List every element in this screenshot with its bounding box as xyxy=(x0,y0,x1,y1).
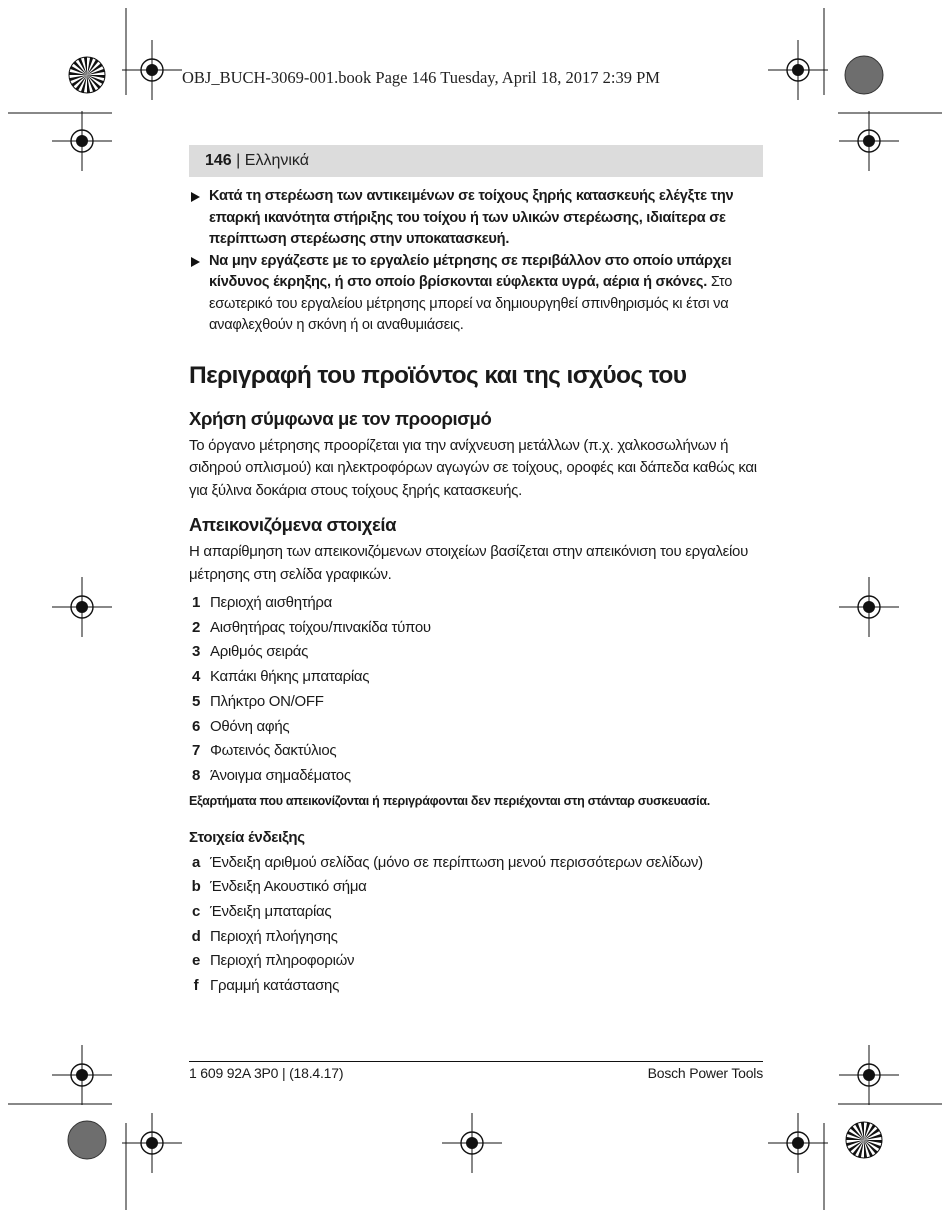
registration-target-icon xyxy=(122,1113,182,1173)
gray-target-icon xyxy=(845,56,883,94)
item-key: a xyxy=(191,853,201,871)
item-label: Οθόνη αφής xyxy=(210,717,290,735)
footer-brand: Bosch Power Tools xyxy=(647,1065,763,1081)
display-heading: Στοιχεία ένδειξης xyxy=(189,828,305,846)
warning-bold-text: Να μην εργάζεστε με το εργαλείο μέτρησης σε περιβάλλον στο οποίο υπάρχει κίνδυνος έκρηξης, ή στο οποίο βρίσκονται εύφλεκτα υγρά, αέρια ή σκόνες. xyxy=(209,252,732,290)
item-label: Αριθμός σειράς xyxy=(210,643,309,661)
item-label: Γραμμή κατάστασης xyxy=(210,977,340,995)
item-key: e xyxy=(191,952,201,970)
registration-target-icon xyxy=(52,111,112,171)
section-title: Περιγραφή του προϊόντος και της ισχύος του xyxy=(189,361,687,389)
header-separator: | xyxy=(236,152,241,169)
intended-use-heading: Χρήση σύμφωνα με τον προορισμό xyxy=(189,407,492,429)
item-key: 7 xyxy=(191,742,201,760)
registration-target-icon xyxy=(442,1113,502,1173)
bullet-triangle-icon xyxy=(191,257,200,267)
registration-target-icon xyxy=(768,1113,828,1173)
item-label: Φωτεινός δακτύλιος xyxy=(210,742,337,760)
item-key: d xyxy=(191,927,201,945)
item-label: Ένδειξη μπαταρίας xyxy=(210,903,332,921)
intended-use-text: Το όργανο μέτρησης προορίζεται για την ανίχνευση μετάλλων (π.χ. χαλκοσωλήνων ή σιδηρού οπλισμού) και ηλεκτροφόρων αγωγών σε τοίχους, οροφές και δάπεδα καθώς και για ξύλινα δοκάρια στους τοίχους ξηρής κατασκευής. xyxy=(189,436,757,499)
item-label: Καπάκι θήκης μπαταρίας xyxy=(210,668,370,686)
list-item xyxy=(189,900,763,925)
item-label: Περιοχή πληροφοριών xyxy=(210,952,355,970)
list-item xyxy=(189,875,763,900)
display-list xyxy=(189,851,763,999)
gray-target-icon xyxy=(68,1121,106,1159)
item-label: Περιοχή πλοήγησης xyxy=(210,927,338,945)
list-item xyxy=(189,715,763,740)
item-label: Ένδειξη Ακουστικό σήμα xyxy=(210,878,367,896)
footer-rule xyxy=(189,1061,763,1062)
list-item xyxy=(189,925,763,950)
footer-doc-number: 1 609 92A 3P0 | (18.4.17) xyxy=(189,1065,344,1081)
list-item xyxy=(189,974,763,999)
header-language: Ελληνικά xyxy=(244,152,309,169)
list-item xyxy=(189,616,763,641)
registration-target-icon xyxy=(839,1045,899,1105)
print-slug-line: OBJ_BUCH-3069-001.book Page 146 Tuesday, April 18, 2017 2:39 PM xyxy=(182,68,660,87)
warning-item xyxy=(189,251,763,337)
registration-target-icon xyxy=(52,577,112,637)
list-item xyxy=(189,851,763,876)
item-key: c xyxy=(191,903,201,921)
page-number: 146 xyxy=(205,152,232,169)
components-intro: Η απαρίθμηση των απεικονιζόμενων στοιχείων βασίζεται στην απεικόνιση του εργαλείου μέτρησης στη σελίδα γραφικών. xyxy=(189,543,748,583)
warning-text: Στο εσωτερικό του εργαλείου μέτρησης μπορεί να δημιουργηθεί σπινθηρισμός κι έτσι να αναφλεχθούν η σκόνη ή οι αναθυμιάσεις. xyxy=(209,274,733,333)
list-item xyxy=(189,591,763,616)
bullet-triangle-icon xyxy=(191,192,200,202)
item-key: 8 xyxy=(191,766,201,784)
item-key: b xyxy=(191,878,201,896)
components-heading: Απεικονιζόμενα στοιχεία xyxy=(189,514,397,535)
list-item xyxy=(189,665,763,690)
list-item xyxy=(189,640,763,665)
item-label: Άνοιγμα σημαδέματος xyxy=(210,766,351,784)
starburst-target-icon xyxy=(69,57,105,93)
list-item xyxy=(189,739,763,764)
warning-item xyxy=(189,186,763,251)
item-key: 6 xyxy=(191,717,201,735)
registration-target-icon xyxy=(839,111,899,171)
list-item xyxy=(189,690,763,715)
item-label: Αισθητήρας τοίχου/πινακίδα τύπου xyxy=(210,618,431,636)
item-key: 3 xyxy=(191,643,201,661)
page-header xyxy=(189,145,763,177)
registration-target-icon xyxy=(768,40,828,100)
item-key: 1 xyxy=(191,594,201,611)
item-key: f xyxy=(193,977,199,995)
item-label: Ένδειξη αριθμού σελίδας (μόνο σε περίπτωση μενού περισσότερων σελίδων) xyxy=(210,853,703,871)
accessories-note: Εξαρτήματα που απεικονίζονται ή περιγράφονται δεν περιέχονται στη στάνταρ συσκευασία. xyxy=(189,793,710,808)
warning-bold-text: Κατά τη στερέωση των αντικειμένων σε τοίχους ξηρής κατασκευής ελέγξτε την επαρκή ικανότητα στήριξης του τοίχου ή των υλικών στερέωσης, ιδιαίτερα σε περίπτωση στερέωσης στην υποκατασκευή. xyxy=(209,188,734,247)
item-key: 5 xyxy=(191,692,201,710)
item-key: 4 xyxy=(191,668,201,686)
page-content xyxy=(189,186,763,999)
item-key: 2 xyxy=(191,618,201,636)
item-label: Πλήκτρο ON/OFF xyxy=(210,692,324,710)
registration-target-icon xyxy=(839,577,899,637)
registration-target-icon xyxy=(122,40,182,100)
starburst-target-icon xyxy=(846,1122,882,1158)
item-label: Περιοχή αισθητήρα xyxy=(210,594,333,611)
registration-target-icon xyxy=(52,1045,112,1105)
list-item xyxy=(189,764,763,789)
list-item xyxy=(189,949,763,974)
components-list xyxy=(189,591,763,789)
